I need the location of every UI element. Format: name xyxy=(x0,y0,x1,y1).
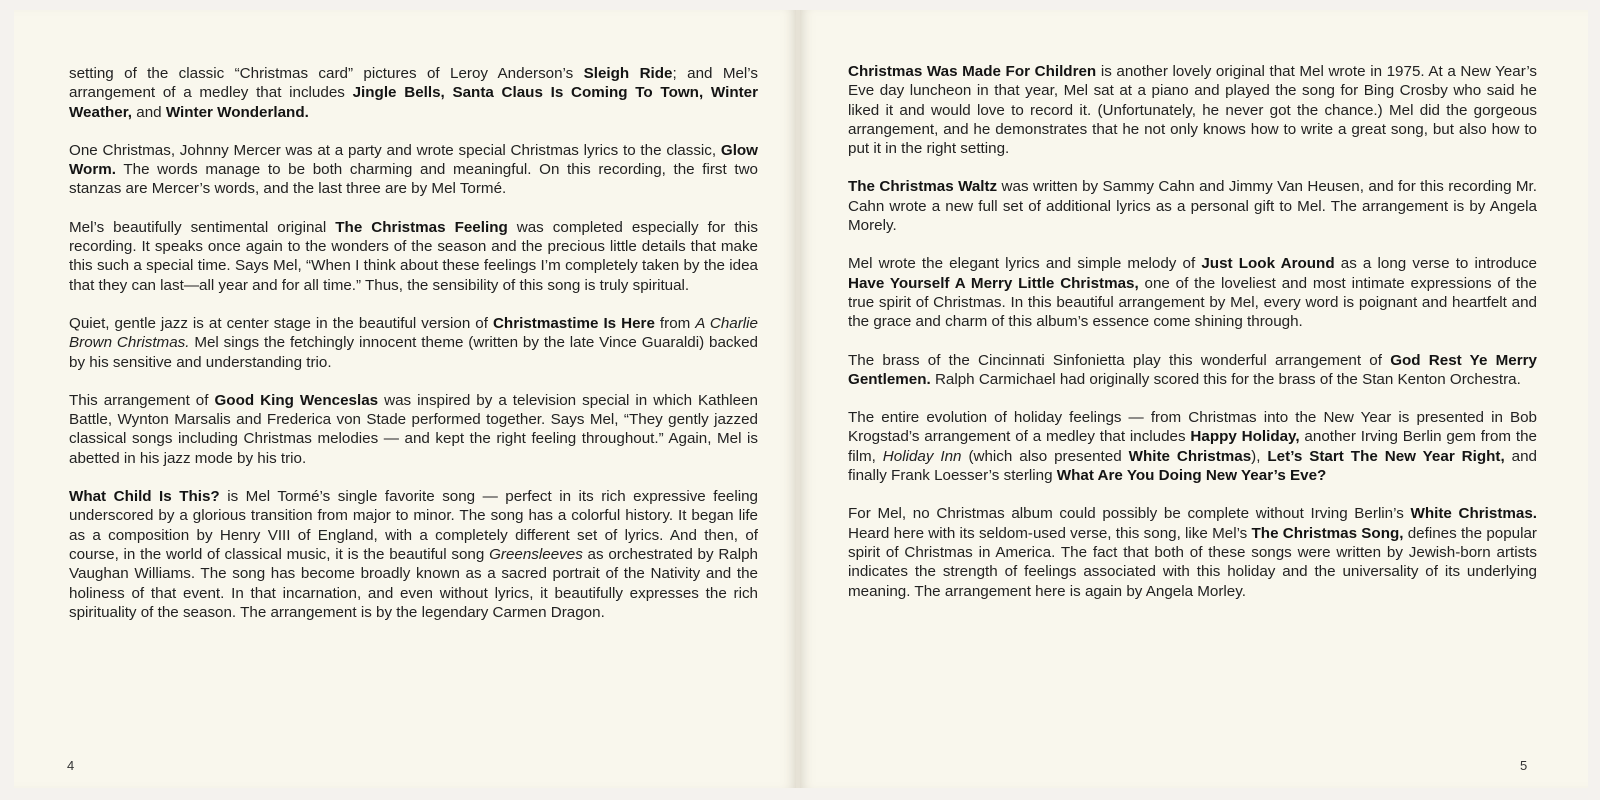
text-run: as orchestrated by Ralph Vaughan Williams. The song has become broadly known as a sacred portrait of the Nativity and the holiness of that event. In that incarnation, and even without lyrics, it beautifully expresses the rich spirituality of the season. The arrangement is by the legendary Carmen Dragon. xyxy=(69,545,759,621)
text-run: defines the popular spirit of Christmas in America. The fact that both of these songs were written by Jewish-born artists indicates the strength of feelings associated with this holiday and the universality of its underlying meaning. The arrangement here is again by Angela Morley. xyxy=(848,524,1537,600)
text-run: was written by Sammy Cahn and Jimmy Van Heusen, and for this recording Mr. Cahn wrote a new full set of additional lyrics as a personal gift to Mel. The arrangement is by Angela Morely. xyxy=(848,178,1537,235)
text-run: This arrangement of xyxy=(69,391,215,409)
song-title: Let’s Start The New Year Right, xyxy=(1267,447,1505,465)
paragraph xyxy=(69,64,758,122)
paragraph xyxy=(69,487,758,622)
paragraph xyxy=(848,177,1537,235)
left-page xyxy=(14,10,796,788)
right-page-text xyxy=(848,62,1537,620)
song-title: What Are You Doing New Year’s Eve? xyxy=(1056,467,1327,485)
song-title: Winter Wonderland. xyxy=(165,103,309,121)
paragraph xyxy=(848,62,1537,158)
text-run: Ralph Carmichael had originally scored this for the brass of the Stan Kenton Orchestra. xyxy=(930,370,1521,388)
text-run: and xyxy=(132,103,166,121)
song-title: White Christmas. xyxy=(1410,505,1537,523)
text-run: The brass of the Cincinnati Sinfonietta play this wonderful arrangement of xyxy=(848,351,1391,369)
paragraph xyxy=(848,351,1537,390)
text-run: (which also presented xyxy=(961,447,1129,465)
paragraph xyxy=(848,254,1537,331)
text-run: Mel’s beautifully sentimental original xyxy=(69,218,336,236)
song-title: Christmastime Is Here xyxy=(492,314,655,332)
song-title: Good King Wenceslas xyxy=(214,391,379,409)
text-run: The entire evolution of holiday feelings — from Christmas into the New Year is presented in Bob Krogstad’s arrangement of a medley that includes xyxy=(848,409,1537,446)
italic-title: Greensleeves xyxy=(489,545,583,563)
text-run: Mel sings the fetchingly innocent theme (written by the late Vince Guaraldi) backed by his sensitive and understanding trio. xyxy=(69,334,758,371)
text-run: and finally Frank Loesser’s sterling xyxy=(848,447,1537,485)
page-number: 5 xyxy=(1520,758,1528,773)
text-run: as a long verse to introduce xyxy=(1334,255,1537,273)
paragraph xyxy=(69,141,758,199)
text-run: Heard here with its seldom-used verse, this song, like Mel’s xyxy=(848,524,1252,542)
text-run: The words manage to be both charming and meaningful. On this recording, the first two stanzas are Mercer’s words, and the last three are by Mel Tormé. xyxy=(69,161,758,198)
text-run: Quiet, gentle jazz is at center stage in the beautiful version of xyxy=(69,314,493,332)
song-title: The Christmas Feeling xyxy=(335,218,508,236)
text-run: ; and Mel’s arrangement of a medley that includes xyxy=(69,65,759,102)
paragraph xyxy=(69,314,758,372)
paragraph xyxy=(848,408,1537,485)
text-run: ), xyxy=(1251,447,1268,465)
paragraph xyxy=(69,391,758,468)
song-title: The Christmas Song, xyxy=(1251,524,1404,542)
song-title: The Christmas Waltz xyxy=(848,178,998,196)
text-run: is Mel Tormé’s single favorite song — perfect in its rich expressive feeling underscored by a glorious transition from major to minor. The song has a colorful history. It began life as a composition by Henry VIII of England, with a completely different set of lyrics. And then, of course, in the world of classical music, it is the beautiful song xyxy=(69,488,758,563)
text-run: was completed especially for this recording. It speaks once again to the wonders of the season and the precious little details that make this such a special time. Says Mel, “When I think about these feelings I’m completely taken by the idea that they can last—all year and for all time.” Thus, the sensibility of this song is truly spiritual. xyxy=(69,218,758,294)
text-run: one of the loveliest and most intimate expressions of the true spirit of Christmas. In this beautiful arrangement by Mel, every word is poignant and heartfelt and the grace and charm of this album’s essence come shining through. xyxy=(848,274,1537,331)
song-title: Just Look Around xyxy=(1201,255,1335,273)
song-title: Christmas Was Made For Children xyxy=(848,63,1097,80)
song-title: Glow Worm. xyxy=(69,141,758,179)
paragraph xyxy=(848,504,1537,600)
italic-title: A Charlie Brown Christmas. xyxy=(69,314,758,352)
song-title: God Rest Ye Merry Gentlemen. xyxy=(848,351,1537,388)
song-title: Sleigh Ride xyxy=(583,65,673,82)
text-run: is another lovely original that Mel wrote in 1975. At a New Year’s Eve day luncheon in that year, Mel sat at a piano and played the song for Bing Crosby who said he liked it and would love to record it. (Unfortunately, he never got the chance.) Mel did the gorgeous arrangement, and he demonstrates that he not only knows how to write a great song, but also how to put it in the right setting. xyxy=(848,63,1538,158)
right-page xyxy=(800,10,1588,788)
italic-title: Holiday Inn xyxy=(882,447,962,465)
song-title: White Christmas xyxy=(1128,447,1252,465)
text-run: another Irving Berlin gem from the film, xyxy=(848,428,1537,465)
text-run: Mel wrote the elegant lyrics and simple melody of xyxy=(848,255,1202,273)
song-title: Have Yourself A Merry Little Christmas, xyxy=(848,274,1139,292)
text-run: One Christmas, Johnny Mercer was at a party and wrote special Christmas lyrics to the classic, xyxy=(69,141,721,159)
paragraph xyxy=(69,218,758,295)
song-title: What Child Is This? xyxy=(69,488,220,506)
text-run: from xyxy=(654,314,696,332)
text-run: setting of the classic “Christmas card” pictures of Leroy Anderson’s xyxy=(69,65,584,82)
song-title: Happy Holiday, xyxy=(1190,428,1300,446)
left-page-text xyxy=(69,64,758,641)
text-run: For Mel, no Christmas album could possibly be complete without Irving Berlin’s xyxy=(848,505,1411,523)
text-run: was inspired by a television special in which Kathleen Battle, Wynton Marsalis and Frederica von Stade performed together. Says Mel, “They gently jazzed classical songs including Christmas melodies — and kept the right feeling throughout.” Again, Mel is abetted in his jazz mode by his trio. xyxy=(69,391,758,467)
page-number: 4 xyxy=(67,758,75,773)
song-title: Jingle Bells, Santa Claus Is Coming To Town, Winter Weather, xyxy=(69,84,759,121)
